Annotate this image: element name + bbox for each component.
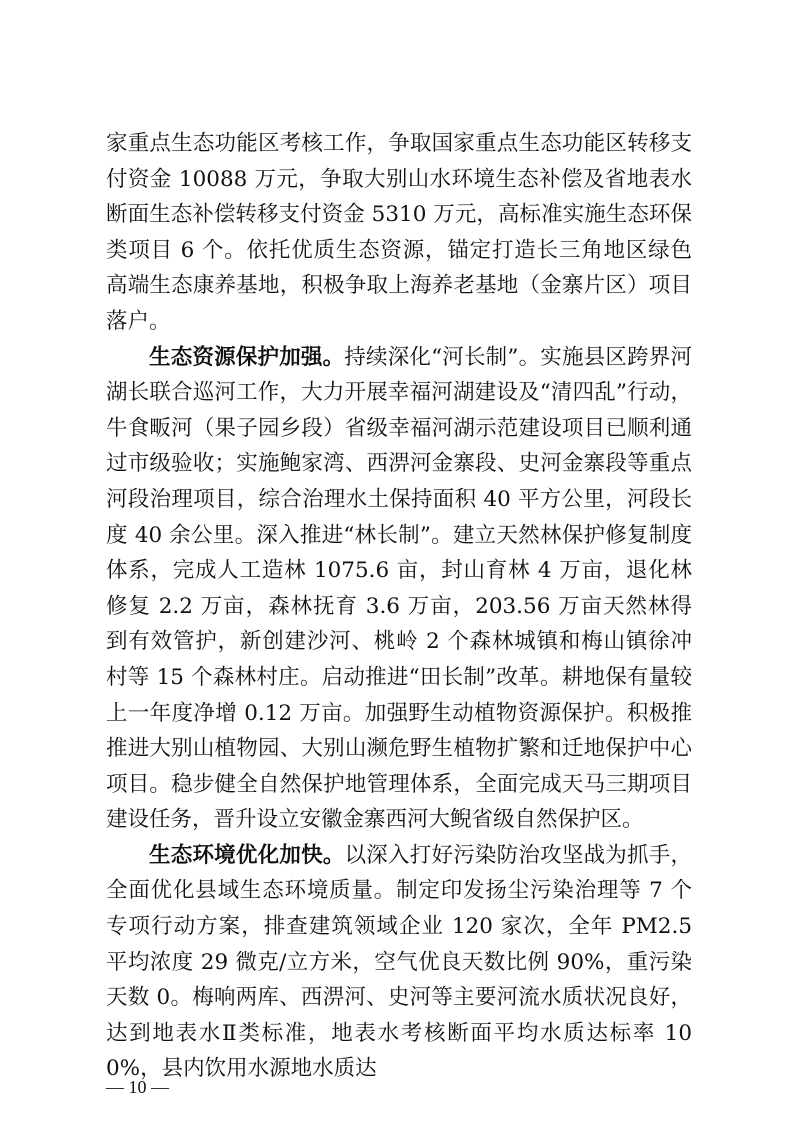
- paragraph-text: 以深入打好污染防治攻坚战为抓手，全面优化县域生态环境质量。制定印发扬尘污染治理等 7 个专项行动方案，排查建筑领域企业 120 家次，全年 PM2.5 平均浓度 29 微克/立方米，空气优良天数比例 90%，重污染天数 0。梅响两库、西淠河、史河等主要河流水质状况良好，达到地表水Ⅱ类标准，地表水考核断面平均水质达标率 100%，县内饮用水源地水质达: [106, 842, 692, 1082]
- paragraph-eco-environment-optimization: [106, 838, 692, 1087]
- page-number: — 10 —: [106, 1077, 169, 1097]
- paragraph-eco-resource-protection: [106, 340, 692, 838]
- paragraph-lead-heading: 生态环境优化加快。: [149, 842, 345, 868]
- body-text: [106, 126, 692, 1087]
- paragraph-text: 家重点生态功能区考核工作，争取国家重点生态功能区转移支付资金 10088 万元，争取大别山水环境生态补偿及省地表水断面生态补偿转移支付资金 5310 万元，高标准实施生态环保类项目 6 个。依托优质生态资源，锚定打造长三角地区绿色高端生态康养基地，积极争取上海养老基地（金寨片区）项目落户。: [106, 131, 692, 334]
- paragraph-lead-heading: 生态资源保护加强。: [149, 344, 345, 370]
- paragraph-continued: [106, 126, 692, 340]
- paragraph-text: 持续深化“河长制”。实施县区跨界河湖长联合巡河工作，大力开展幸福河湖建设及“清四乱”行动，牛食畈河（果子园乡段）省级幸福河湖示范建设项目已顺利通过市级验收；实施鲍家湾、西淠河金寨段、史河金寨段等重点河段治理项目，综合治理水土保持面积 40 平方公里，河段长度 40 余公里。深入推进“林长制”。建立天然林保护修复制度体系，完成人工造林 1075.6 亩，封山育林 4 万亩，退化林修复 2.2 万亩，森林抚育 3.6 万亩，203.56 万亩天然林得到有效管护，新创建沙河、桃岭 2 个森林城镇和梅山镇徐冲村等 15 个森林村庄。启动推进“田长制”改革。耕地保有量较上一年度净增 0.12 万亩。加强野生动植物资源保护。积极推推进大别山植物园、大别山濒危野生植物扩繁和迁地保护中心项目。稳步健全自然保护地管理体系，全面完成天马三期项目建设任务，晋升设立安徽金寨西河大鲵省级自然保护区。: [106, 344, 692, 833]
